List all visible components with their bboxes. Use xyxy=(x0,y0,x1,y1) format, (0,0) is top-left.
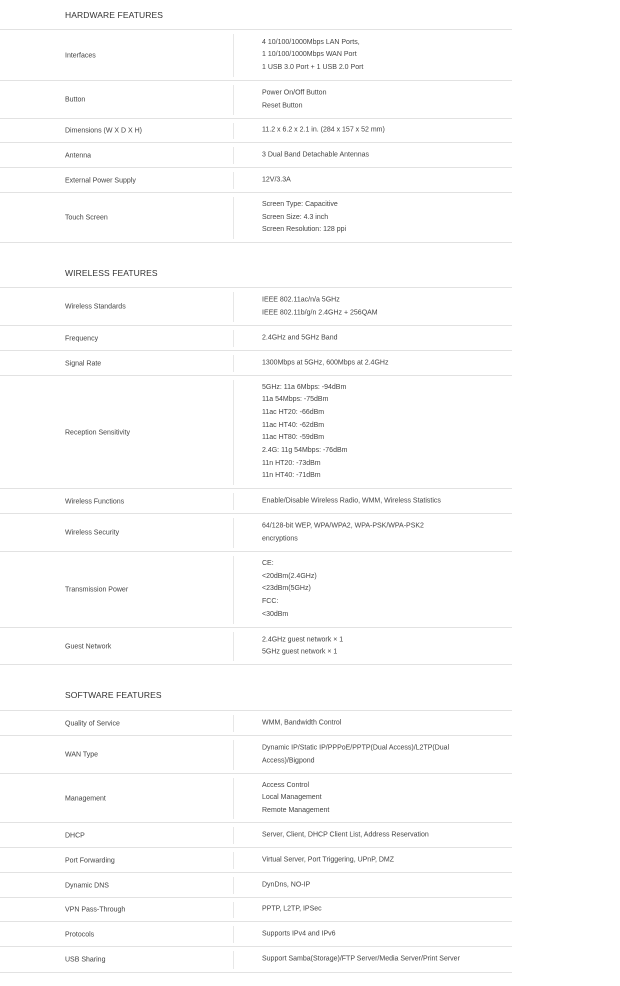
spec-row xyxy=(0,325,512,351)
spec-row xyxy=(0,513,512,552)
spec-value-line: 4 10/100/1000Mbps LAN Ports, xyxy=(262,38,360,46)
spec-label: Dimensions (W X D X H) xyxy=(65,127,143,135)
column-divider xyxy=(233,197,234,239)
column-divider xyxy=(233,556,234,624)
spec-label: Signal Rate xyxy=(65,360,102,367)
spec-value-line: Screen Type: Capacitive xyxy=(262,200,338,208)
spec-value-line: 5GHz guest network × 1 xyxy=(262,648,338,656)
spec-label: Protocols xyxy=(65,931,95,938)
spec-label: Reception Sensitivity xyxy=(65,429,130,436)
spec-row xyxy=(0,287,512,326)
spec-value xyxy=(262,87,507,112)
spec-value-line: 1 USB 3.0 Port + 1 USB 2.0 Port xyxy=(262,63,364,71)
spec-value-line: <23dBm(5GHz) xyxy=(262,585,311,593)
spec-value xyxy=(262,558,507,622)
spec-value xyxy=(262,357,507,370)
spec-label: Wireless Security xyxy=(65,529,120,537)
spec-label: Port Forwarding xyxy=(65,857,115,864)
spec-row xyxy=(0,192,512,243)
column-divider xyxy=(233,827,234,844)
spec-row xyxy=(0,946,512,973)
spec-value-line: 2.4GHz and 5GHz Band xyxy=(262,334,338,342)
spec-value xyxy=(262,382,507,484)
spec-row xyxy=(0,773,512,823)
column-divider xyxy=(233,902,234,918)
spec-row xyxy=(0,350,512,376)
spec-row xyxy=(0,872,512,898)
spec-value xyxy=(262,149,507,162)
wireless-section-title: WIRELESS FEATURES xyxy=(65,268,158,278)
spec-value-line: Access)/Bigpond xyxy=(262,757,315,764)
column-divider xyxy=(233,740,234,770)
column-divider xyxy=(233,380,234,485)
spec-value xyxy=(262,495,507,508)
spec-value-line: 12V/3.3A xyxy=(262,176,291,184)
spec-value-line: Server, Client, DHCP Client List, Address Reservation xyxy=(262,831,429,839)
spec-value-line: 11a 54Mbps: -75dBm xyxy=(262,396,329,404)
spec-label: WAN Type xyxy=(65,751,99,759)
spec-value-line: Local Management xyxy=(262,794,322,802)
spec-value-line: Virtual Server, Port Triggering, UPnP, DMZ xyxy=(262,856,395,864)
spec-label: Transmission Power xyxy=(65,586,129,594)
spec-value-line: encryptions xyxy=(262,535,298,542)
spec-label: Guest Network xyxy=(65,643,112,650)
spec-row xyxy=(0,822,512,848)
spec-row xyxy=(0,921,512,947)
hardware-section-title: HARDWARE FEATURES xyxy=(65,10,164,20)
spec-value-line: Access Control xyxy=(262,781,310,789)
software-section-bottom-border xyxy=(0,972,512,973)
spec-value-line: Support Samba(Storage)/FTP Server/Media Server/Print Server xyxy=(262,955,460,963)
spec-value-line: 11n HT40: -71dBm xyxy=(262,472,321,480)
column-divider xyxy=(233,926,234,943)
spec-row xyxy=(0,29,512,81)
column-divider xyxy=(233,330,234,347)
spec-label: Dynamic DNS xyxy=(65,882,109,889)
spec-value-line: Power On/Off Button xyxy=(262,89,327,97)
spec-value xyxy=(262,36,507,74)
spec-value xyxy=(262,954,507,967)
spec-value-line: Supports IPv4 and IPv6 xyxy=(262,930,336,938)
spec-row xyxy=(0,167,512,193)
spec-value xyxy=(262,829,507,842)
spec-value-line: 1300Mbps at 5GHz, 600Mbps at 2.4GHz xyxy=(262,359,389,367)
spec-value-line: IEEE 802.11b/g/n 2.4GHz + 256QAM xyxy=(262,309,378,316)
spec-value xyxy=(262,928,507,941)
spec-label: Frequency xyxy=(65,335,99,342)
spec-label: Wireless Functions xyxy=(65,498,125,505)
spec-row xyxy=(0,551,512,628)
spec-label: External Power Supply xyxy=(65,177,136,184)
spec-row xyxy=(0,897,512,922)
column-divider xyxy=(233,85,234,115)
spec-value-line: Dynamic IP/Static IP/PPPoE/PPTP(Dual Access)/L2TP(Dual xyxy=(262,744,450,752)
spec-label: VPN Pass-Through xyxy=(65,906,126,914)
spec-value-line: 11ac HT20: -66dBm xyxy=(262,409,325,417)
spec-value xyxy=(262,854,507,867)
spec-value xyxy=(262,294,507,319)
hardware-section-bottom-border xyxy=(0,242,512,243)
column-divider xyxy=(233,632,234,661)
spec-value-line: FCC: xyxy=(262,598,279,606)
spec-value-line: 5GHz: 11a 6Mbps: -94dBm xyxy=(262,383,347,391)
wireless-section-bottom-border xyxy=(0,664,512,665)
spec-value xyxy=(262,634,507,659)
column-divider xyxy=(233,292,234,322)
spec-value xyxy=(262,125,507,138)
spec-value-line: 11ac HT80: -59dBm xyxy=(262,434,325,442)
spec-value-line: Screen Resolution: 128 ppi xyxy=(262,226,347,234)
spec-row xyxy=(0,710,512,736)
spec-row xyxy=(0,488,512,514)
spec-value-line: DynDns, NO-IP xyxy=(262,881,311,889)
spec-value xyxy=(262,779,507,817)
spec-row xyxy=(0,627,512,665)
column-divider xyxy=(233,518,234,548)
spec-value-line: Remote Management xyxy=(262,806,330,814)
spec-label: Management xyxy=(65,795,106,802)
spec-value-line: 1 10/100/1000Mbps WAN Port xyxy=(262,51,357,59)
column-divider xyxy=(233,951,234,969)
spec-value-line: 11ac HT40: -62dBm xyxy=(262,421,325,429)
spec-value-line: CE: xyxy=(262,560,274,568)
spec-value-line: 64/128-bit WEP, WPA/WPA2, WPA-PSK/WPA-PSK2 xyxy=(262,522,424,530)
spec-value xyxy=(262,742,507,767)
spec-value xyxy=(262,174,507,187)
spec-row xyxy=(0,847,512,873)
spec-value-line: <30dBm xyxy=(262,611,289,619)
spec-value-line: 11.2 x 6.2 x 2.1 in. (284 x 157 x 52 mm) xyxy=(262,126,385,134)
spec-row xyxy=(0,735,512,774)
software-section-title: SOFTWARE FEATURES xyxy=(65,690,162,700)
spec-value-line: 2.4G: 11g 54Mbps: -76dBm xyxy=(262,447,348,455)
column-divider xyxy=(233,715,234,732)
spec-value-line: 2.4GHz guest network × 1 xyxy=(262,635,344,643)
spec-value-line: <20dBm(2.4GHz) xyxy=(262,572,317,580)
spec-value-line: Reset Button xyxy=(262,102,303,109)
spec-label: Interfaces xyxy=(65,52,96,59)
column-divider xyxy=(233,34,234,77)
spec-value xyxy=(262,879,507,892)
column-divider xyxy=(233,147,234,164)
spec-label: Button xyxy=(65,96,86,104)
spec-value-line: 11n HT20: -73dBm xyxy=(262,459,321,467)
column-divider xyxy=(233,355,234,372)
spec-value xyxy=(262,332,507,345)
spec-label: Antenna xyxy=(65,152,92,159)
spec-label: DHCP xyxy=(65,832,85,839)
spec-value xyxy=(262,520,507,545)
spec-value-line: Enable/Disable Wireless Radio, WMM, Wireless Statistics xyxy=(262,497,441,505)
spec-label: Quality of Service xyxy=(65,720,120,727)
column-divider xyxy=(233,493,234,510)
column-divider xyxy=(233,877,234,894)
spec-value xyxy=(262,199,507,237)
spec-label: USB Sharing xyxy=(65,956,106,964)
spec-value-line: IEEE 802.11ac/n/a 5GHz xyxy=(262,296,340,304)
spec-value-line: WMM, Bandwidth Control xyxy=(262,719,342,727)
column-divider xyxy=(233,778,234,819)
spec-value-line: PPTP, L2TP, IPSec xyxy=(262,905,322,913)
column-divider xyxy=(233,172,234,189)
spec-value xyxy=(262,717,507,730)
spec-row xyxy=(0,80,512,119)
spec-label: Wireless Standards xyxy=(65,303,126,311)
spec-value xyxy=(262,904,507,917)
column-divider xyxy=(233,123,234,139)
spec-row xyxy=(0,118,512,143)
spec-row xyxy=(0,142,512,168)
spec-label: Touch Screen xyxy=(65,214,108,222)
spec-value-line: Screen Size: 4.3 inch xyxy=(262,213,329,221)
spec-value-line: 3 Dual Band Detachable Antennas xyxy=(262,151,370,159)
column-divider xyxy=(233,852,234,869)
spec-row xyxy=(0,375,512,489)
